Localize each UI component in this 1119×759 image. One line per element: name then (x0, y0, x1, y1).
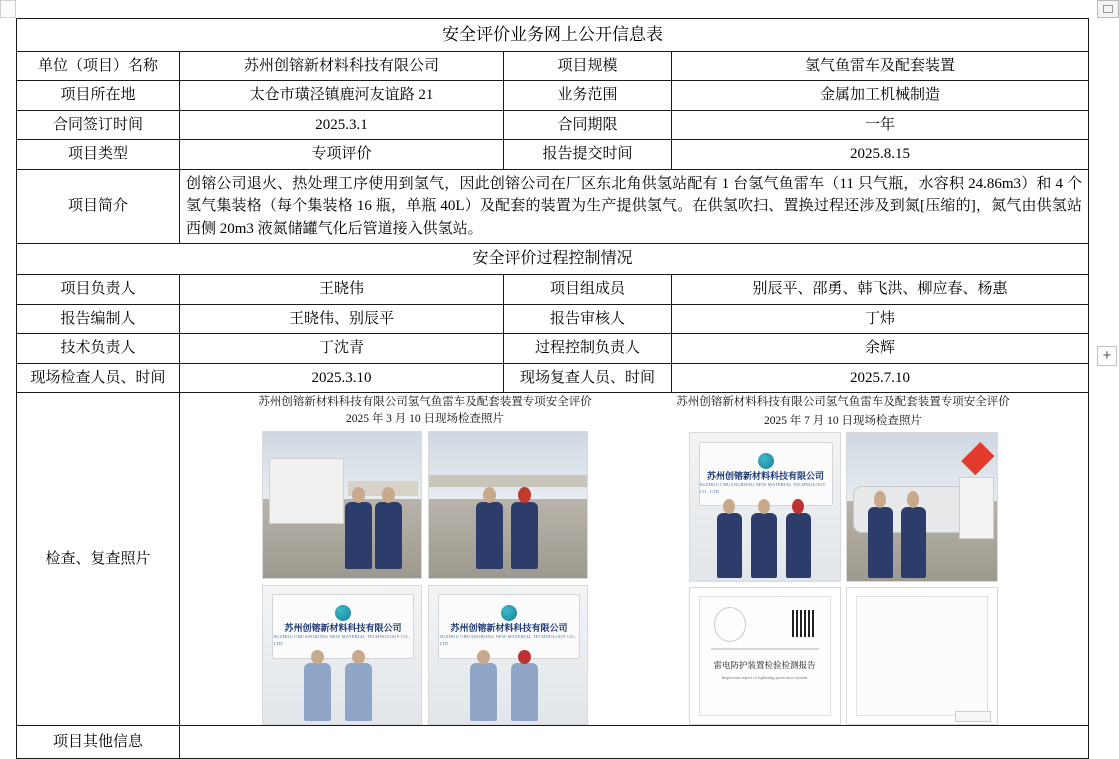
table-row (17, 110, 1089, 140)
sign-sub-1: SUZHOU CHUANGRONG NEW MATERIAL TECHNOLOGY CO., LTD (273, 634, 411, 647)
row-value-report-author: 王晓伟、别辰平 (180, 304, 504, 334)
lightning-report-photo (689, 587, 841, 725)
report-sub-text: Inspection report of lightning protection system (721, 675, 808, 681)
table-row (17, 51, 1089, 81)
row-value-contract-date: 2025.3.1 (180, 110, 504, 140)
row-label-report-reviewer: 报告审核人 (504, 304, 672, 334)
table-row (17, 275, 1089, 305)
photo-group-recheck-caption-2: 2025 年 7 月 10 日现场检查照片 (763, 414, 923, 427)
photo-group-recheck (673, 395, 1013, 725)
report-title-text: 雷电防护装置检验检测报告 (713, 659, 816, 670)
table-row-section (17, 244, 1089, 275)
row-value-summary: 创镕公司退火、热处理工序使用到氢气，因此创镕公司在厂区东北角供氢站配有 1 台氢气鱼雷车（11 只气瓶，水容积 24.86m3）和 4 个氢气集装格（每个集装格 16 瓶，单瓶 40L）及配套的装置为生产提供氢气。在供氢吹扫、置换过程还涉及到氮[压缩的]，氮气由供氢站西侧 20m3 液氮储罐气化后管道接入供氢站。 (180, 169, 1089, 244)
page-left-marker (0, 0, 16, 18)
row-label-contract-date: 合同签订时间 (17, 110, 180, 140)
recheck-blank-photo (846, 587, 998, 725)
row-label-company-name: 单位（项目）名称 (17, 51, 180, 81)
row-label-tech-leader: 技术负责人 (17, 334, 180, 364)
row-label-location: 项目所在地 (17, 81, 180, 111)
row-label-team-members: 项目组成员 (504, 275, 672, 305)
photo-group-check (255, 395, 595, 725)
row-value-team-members: 别辰平、邵勇、韩飞洪、柳应春、杨惠 (672, 275, 1089, 305)
photo-group-check-caption-1: 苏州创镕新材料科技有限公司氢气鱼雷车及配套装置专项安全评价 (258, 396, 592, 408)
row-value-report-reviewer: 丁炜 (672, 304, 1089, 334)
company-sign-photo-1 (262, 585, 422, 725)
table-row (17, 304, 1089, 334)
sign-sub-2: SUZHOU CHUANGRONG NEW MATERIAL TECHNOLOGY CO., LTD (439, 634, 577, 647)
row-value-tech-leader: 丁沈青 (180, 334, 504, 364)
photos-cell (180, 393, 1089, 726)
document-body (16, 18, 1088, 759)
row-label-other-info: 项目其他信息 (17, 726, 180, 759)
row-label-contract-term: 合同期限 (504, 110, 672, 140)
table-row-summary (17, 169, 1089, 244)
site-truck-photo (262, 431, 422, 579)
row-label-site-check: 现场检查人员、时间 (17, 363, 180, 393)
section-header-process-control: 安全评价过程控制情况 (17, 244, 1089, 275)
row-label-project-scale: 项目规模 (504, 51, 672, 81)
row-value-project-leader: 王晓伟 (180, 275, 504, 305)
row-label-site-recheck: 现场复查人员、时间 (504, 363, 672, 393)
sign-text-1: 苏州创镕新材料科技有限公司 (284, 623, 402, 634)
photo-mini-toolbar[interactable] (955, 711, 991, 722)
table-row (17, 140, 1089, 170)
table-row-title (17, 19, 1089, 52)
row-value-business-scope: 金属加工机械制造 (672, 81, 1089, 111)
row-label-report-date: 报告提交时间 (504, 140, 672, 170)
row-value-project-type: 专项评价 (180, 140, 504, 170)
table-row (17, 81, 1089, 111)
row-value-contract-term: 一年 (672, 110, 1089, 140)
row-label-project-type: 项目类型 (17, 140, 180, 170)
table-row (17, 363, 1089, 393)
row-value-other-info (180, 726, 1089, 759)
row-label-report-author: 报告编制人 (17, 304, 180, 334)
add-column-button[interactable]: + (1097, 346, 1117, 366)
table-row-photos (17, 393, 1089, 726)
photo-group-recheck-caption-1: 苏州创镕新材料科技有限公司氢气鱼雷车及配套装置专项安全评价 (676, 396, 1010, 408)
row-value-location: 太仓市璜泾镇鹿河友谊路 21 (180, 81, 504, 111)
site-personnel-photo (428, 431, 588, 579)
row-value-project-scale: 氢气鱼雷车及配套装置 (672, 51, 1089, 81)
sign-sub-3: SUZHOU CHUANGRONG NEW MATERIAL TECHNOLOGY CO., LTD (699, 481, 826, 494)
row-label-summary: 项目简介 (17, 169, 180, 244)
row-value-site-check: 2025.3.10 (180, 363, 504, 393)
recheck-tanker-photo (846, 432, 998, 582)
row-value-site-recheck: 2025.7.10 (672, 363, 1089, 393)
row-label-photos: 检查、复查照片 (17, 393, 180, 726)
table-row (17, 334, 1089, 364)
row-label-process-control-leader: 过程控制负责人 (504, 334, 672, 364)
sign-text-3: 苏州创镕新材料科技有限公司 (706, 470, 824, 481)
sign-text-2: 苏州创镕新材料科技有限公司 (450, 623, 568, 634)
photo-group-check-caption-2: 2025 年 3 月 10 日现场检查照片 (345, 413, 505, 425)
row-value-process-control-leader: 余辉 (672, 334, 1089, 364)
row-value-company-name: 苏州创镕新材料科技有限公司 (180, 51, 504, 81)
row-value-report-date: 2025.8.15 (672, 140, 1089, 170)
window-corner-widget[interactable] (1097, 0, 1119, 18)
document-title: 安全评价业务网上公开信息表 (17, 19, 1089, 52)
row-label-project-leader: 项目负责人 (17, 275, 180, 305)
table-row-other (17, 726, 1089, 759)
row-label-business-scope: 业务范围 (504, 81, 672, 111)
recheck-sign-photo (689, 432, 841, 582)
company-sign-photo-2 (428, 585, 588, 725)
public-info-table (16, 18, 1089, 759)
